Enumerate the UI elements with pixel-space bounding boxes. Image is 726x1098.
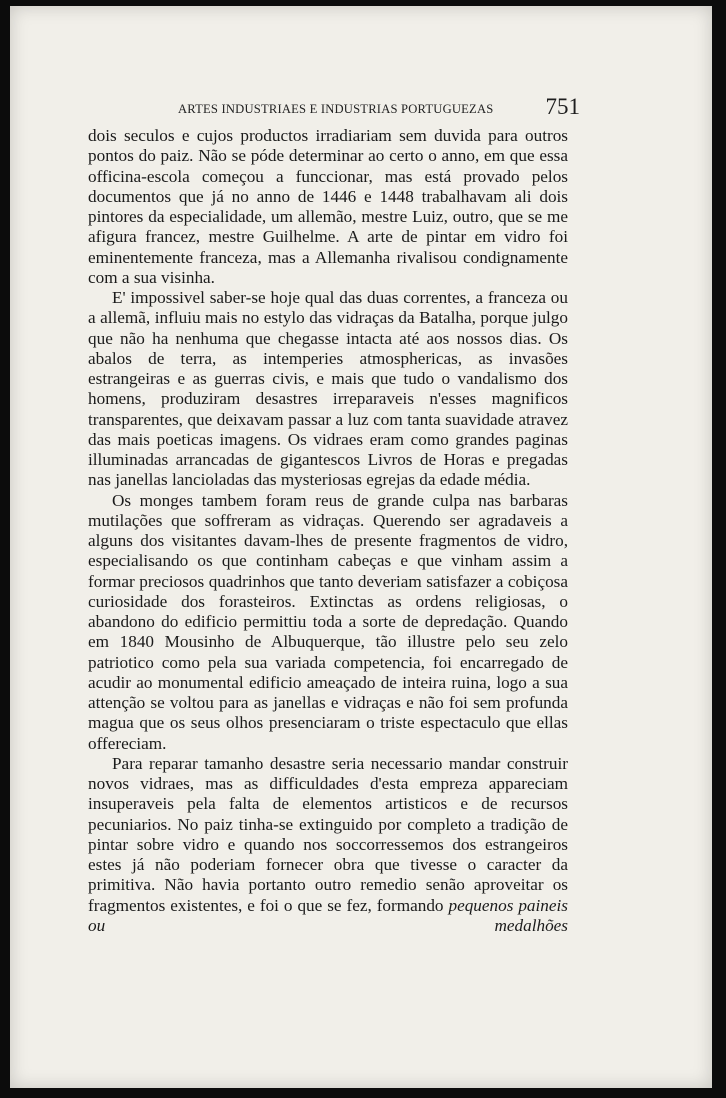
paragraph-1: dois seculos e cujos productos irradiariam sem duvida para outros pontos do paiz. Não se póde determinar ao certo o anno, em que essa officina-escola começou a funccionar, mas está provado pelos documentos que já no anno de 1446 e 1448 trabalhavam ali dois pintores da especialidade, um allemão, mestre Luiz, outro, que se me afigura francez, mestre Guilhelme. A arte de pintar em vidro foi eminentemente franceza, mas a Allemanha rivalisou condignamente com a sua visinha. [88,126,568,287]
page-number: 751 [545,94,580,119]
paragraph-3: Os monges tambem foram reus de grande culpa nas barbaras mutilações que soffreram as vidraças. Querendo ser agradaveis a alguns dos visitantes davam-lhes de presente fragmentos de vidro, especialisando os que continham cabeças e que vinham assim a formar preciosos quadrinhos que tanto deveriam satisfazer a cobiçosa curiosidade dos forasteiros. Extinctas as ordens religiosas, o abandono do edificio permittiu toda a sorte de depredação. Quando em 1840 Mousinho de Albuquerque, tão illustre pelo seu zelo patriotico como pela sua variada competencia, foi encarregado de acudir ao monumental edificio ameaçado de inteira ruina, logo a sua attenção se voltou para as janellas e vidraças e não foi sem profunda magua que os seus olhos presenciaram o triste espectaculo que ellas offereciam. [88,490,568,753]
running-title: ARTES INDUSTRIAES E INDUSTRIAS PORTUGUEZAS [178,102,494,116]
page-header [98,94,580,124]
paragraph-2: E' impossivel saber-se hoje qual das duas correntes, a franceza ou a allemã, influiu mais no estylo das vidraças da Batalha, porque julgo que não ha nenhuma que chegasse intacta até aos nossos dias. Os abalos de terra, as intemperies atmosphericas, as invasões estrangeiras e as guerras civis, e mais que tudo o vandalismo dos homens, produziram desastres irreparaveis n'esses magnificos transparentes, que deixavam passar a luz com tanta suavidade atravez das mais poeticas imagens. Os vidraes eram como grandes paginas illuminadas arrancadas de gigantescos Livros de Horas e pregadas nas janellas lancioladas das mysteriosas egrejas da edade média. [88,288,568,490]
paragraph-4-italic: pequenos paineis ou medalhões [88,895,568,935]
paragraph-4 [88,754,568,936]
paragraph-4-text: Para reparar tamanho desastre seria necessario mandar construir novos vidraes, mas as difficuldades d'esta empreza appareciam insuperaveis pela falta de elementos artisticos e de recursos pecuniarios. No paiz tinha-se extinguido por completo a tradição de pintar sobre vidro e quando nos soccorressemos dos estrangeiros estes já não poderiam fornecer obra que tivesse o caracter da primitiva. Não havia portanto outro remedio senão aproveitar os fragmentos existentes, e foi o que se fez, formando [88,753,568,915]
body-text [88,126,568,936]
